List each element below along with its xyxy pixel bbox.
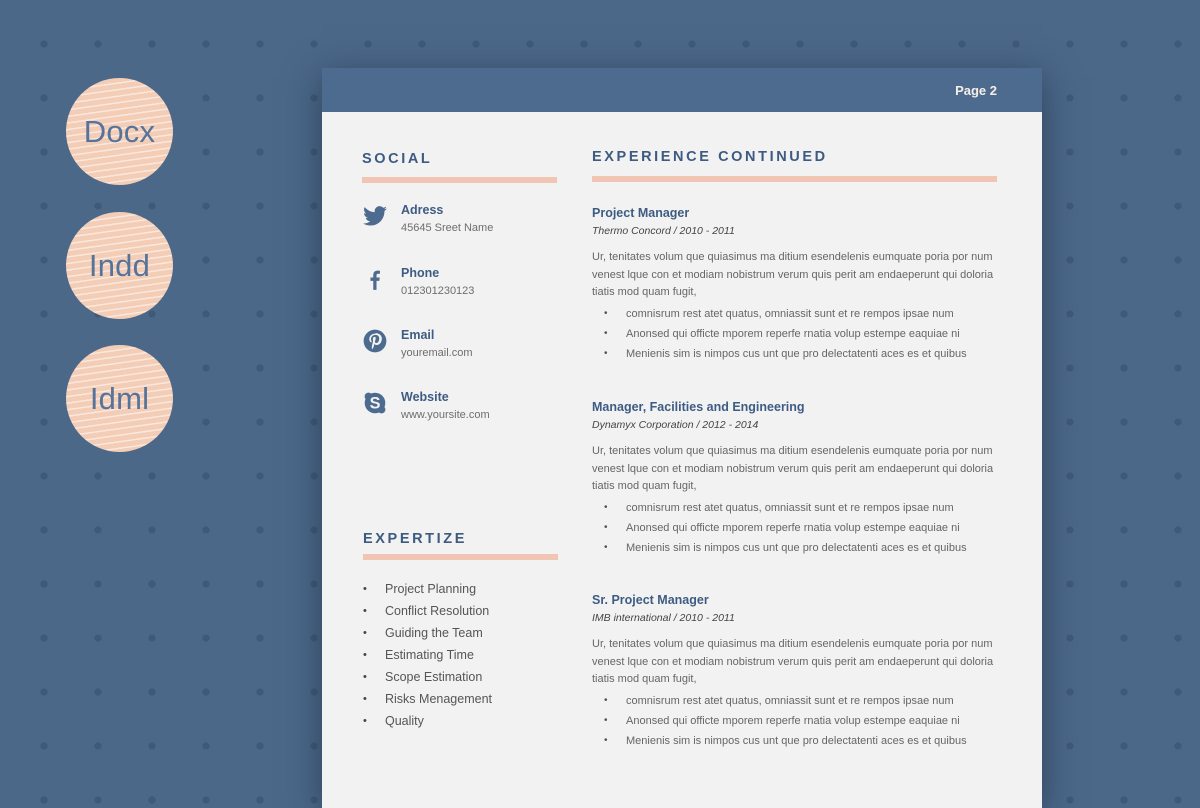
page-number-label: Page 2 — [955, 83, 997, 98]
social-item-website — [362, 390, 582, 430]
svg-text:S: S — [369, 394, 381, 413]
social-label-phone: Phone — [401, 266, 440, 280]
list-item: • Menienis sim is nimpos cus unt que pro delectatenti aces es et quibus — [592, 538, 1002, 558]
social-value-email: youremail.com — [401, 347, 473, 359]
experience-entry — [592, 204, 1002, 364]
job-company: IMB international / 2010 - 2011 — [592, 612, 735, 624]
list-item: • Estimating Time — [362, 644, 492, 666]
social-item-address — [362, 203, 582, 243]
experience-section-title: EXPERIENCE CONTINUED — [592, 149, 828, 165]
social-label-email: Email — [401, 328, 435, 342]
pinterest-icon — [362, 328, 388, 354]
list-item: • Menienis sim is nimpos cus unt que pro delectatenti aces es et quibus — [592, 344, 1002, 364]
job-company: Thermo Concord / 2010 - 2011 — [592, 225, 735, 237]
job-description: Ur, tenitates volum que quiasimus ma ditium esendelenis eumquate poria por num venest lque con et modiam nobistrum verum quis perit am endaeperunt qui doloria tiatis mod quam fugit, — [592, 445, 994, 492]
list-item: • comnisrum rest atet quatus, omniassit sunt et re rempos ipsae num — [592, 304, 1002, 324]
job-title: Sr. Project Manager — [592, 593, 709, 607]
list-item: • Project Planning — [362, 578, 492, 600]
social-section-title: SOCIAL — [362, 151, 433, 167]
experience-title-rule — [592, 176, 997, 182]
job-company: Dynamyx Corporation / 2012 - 2014 — [592, 419, 759, 431]
job-description: Ur, tenitates volum que quiasimus ma ditium esendelenis eumquate poria por num venest lque con et modiam nobistrum verum quis perit am endaeperunt qui doloria tiatis mod quam fugit, — [592, 251, 994, 298]
list-item: • Quality — [362, 710, 492, 732]
skype-icon — [362, 390, 388, 416]
list-item: • Scope Estimation — [362, 666, 492, 688]
social-item-email — [362, 328, 582, 368]
list-item: • Anonsed qui officte mporem reperfe rnatia volup estempe eaquiae ni — [592, 324, 1002, 344]
social-label-address: Adress — [401, 203, 444, 217]
social-title-rule — [362, 177, 557, 183]
list-item: • comnisrum rest atet quatus, omniassit sunt et re rempos ipsae num — [592, 498, 1002, 518]
job-bullet-list — [592, 498, 1002, 558]
list-item: • Guiding the Team — [362, 622, 492, 644]
idml-format-badge: Idml — [66, 345, 173, 452]
list-item: • comnisrum rest atet quatus, omniassit sunt et re rempos ipsae num — [592, 691, 1002, 711]
experience-entry — [592, 398, 1002, 558]
social-value-phone: 012301230123 — [401, 285, 475, 297]
social-label-website: Website — [401, 390, 449, 404]
page-header-bar — [322, 68, 1042, 112]
social-item-phone — [362, 266, 582, 306]
list-item: • Risks Menagement — [362, 688, 492, 710]
job-title: Project Manager — [592, 206, 690, 220]
expertize-list — [362, 578, 492, 732]
job-title: Manager, Facilities and Engineering — [592, 400, 805, 414]
list-item: • Conflict Resolution — [362, 600, 492, 622]
expertize-title-rule — [363, 554, 558, 560]
expertize-section-title: EXPERTIZE — [363, 531, 467, 547]
list-item: • Menienis sim is nimpos cus unt que pro delectatenti aces es et quibus — [592, 731, 1002, 751]
social-value-website: www.yoursite.com — [401, 409, 490, 421]
twitter-icon — [362, 203, 388, 229]
resume-page — [322, 68, 1042, 808]
job-description: Ur, tenitates volum que quiasimus ma ditium esendelenis eumquate poria por num venest lque con et modiam nobistrum verum quis perit am endaeperunt qui doloria tiatis mod quam fugit, — [592, 638, 994, 685]
job-bullet-list — [592, 304, 1002, 364]
facebook-icon — [362, 266, 388, 292]
social-value-address: 45645 Sreet Name — [401, 222, 494, 234]
docx-format-badge: Docx — [66, 78, 173, 185]
experience-entry — [592, 591, 1002, 751]
job-bullet-list — [592, 691, 1002, 751]
indd-format-badge: Indd — [66, 212, 173, 319]
list-item: • Anonsed qui officte mporem reperfe rnatia volup estempe eaquiae ni — [592, 711, 1002, 731]
list-item: • Anonsed qui officte mporem reperfe rnatia volup estempe eaquiae ni — [592, 518, 1002, 538]
